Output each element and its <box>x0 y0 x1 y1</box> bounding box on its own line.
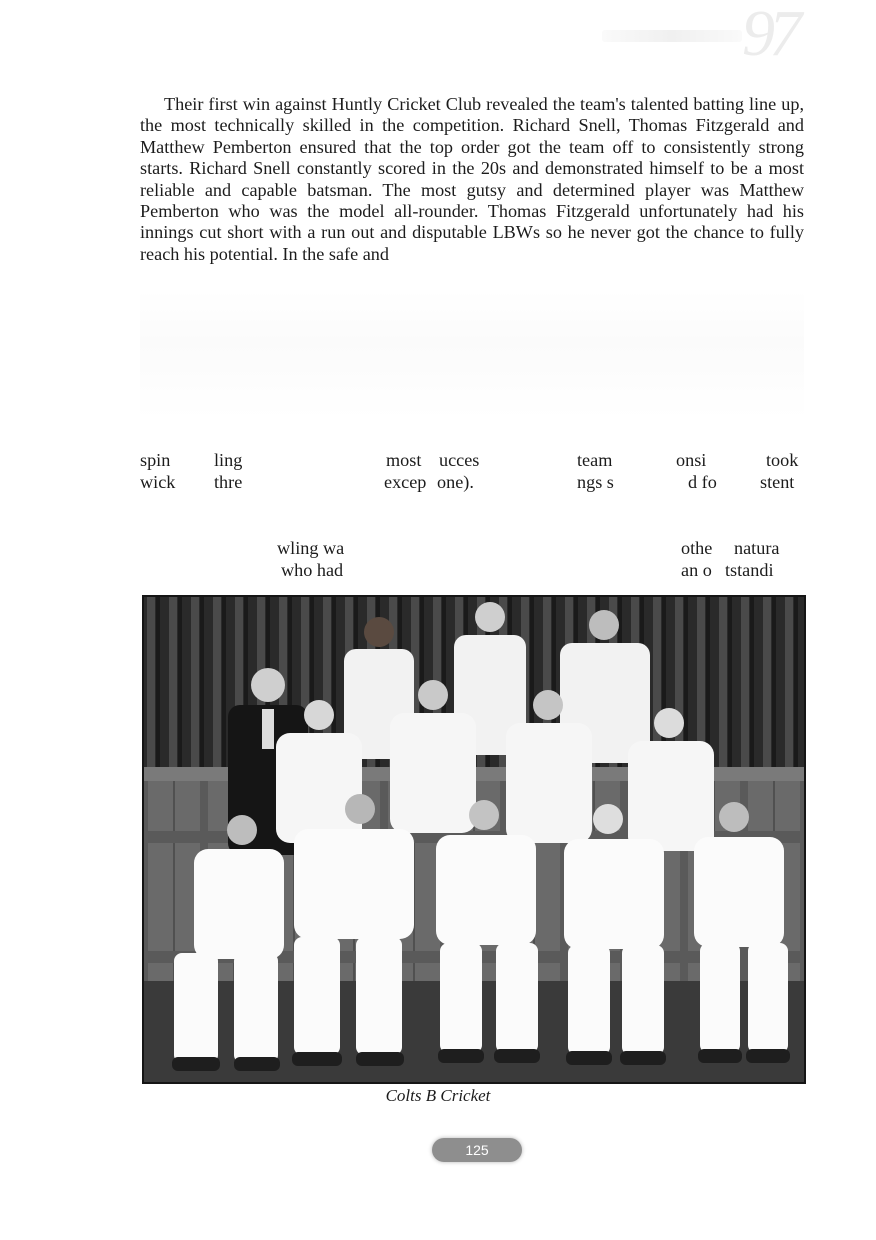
text-fragment: thre <box>214 472 243 492</box>
text-fragment: who had <box>281 560 344 580</box>
text-fragment: tstandi <box>725 560 774 580</box>
page-number: 125 <box>432 1138 522 1162</box>
text-fragment: team <box>577 450 613 470</box>
text-fragment: wling wa <box>277 538 345 558</box>
text-fragment: natura <box>734 538 780 558</box>
header-year: 97 <box>742 0 796 70</box>
faded-text-region <box>140 290 804 420</box>
text-fragment: one). <box>437 472 474 492</box>
text-fragment: ucces <box>439 450 480 470</box>
header-ornament <box>602 30 742 42</box>
text-fragment: an o <box>681 560 712 580</box>
text-fragment: excep <box>384 472 427 492</box>
text-fragment: most <box>386 450 422 470</box>
text-fragment: ling <box>214 450 243 470</box>
text-fragment: onsi <box>676 450 707 470</box>
text-fragment: took <box>766 450 799 470</box>
article-paragraph: Their first win against Huntly Cricket Club revealed the team's talented batting line up, the most technically skilled in the competition. Richard Snell, Thomas Fitzgerald and Matthew Pemberton ensured that the top order got the team off to consistently strong starts. Richard Snell constantly scored in the 20s and demonstrated himself to be a most reliable and capable batsman. The most gutsy and determined player was Matthew Pemberton who was the model all-rounder. Thomas Fitzgerald unfortunately had his innings cut short with a run out and disputable LBWs so he never got the chance to fully reach his potential. In the safe and <box>140 94 804 264</box>
text-fragment: d fo <box>688 472 717 492</box>
team-photo <box>142 595 806 1084</box>
text-fragment: spin <box>140 450 171 470</box>
photo-caption: Colts B Cricket <box>385 1086 491 1105</box>
text-fragment: ngs s <box>577 472 614 492</box>
text-fragment: othe <box>681 538 713 558</box>
team-photo-illustration <box>144 597 804 1082</box>
text-fragment: wick <box>140 472 176 492</box>
text-fragment: stent <box>760 472 795 492</box>
